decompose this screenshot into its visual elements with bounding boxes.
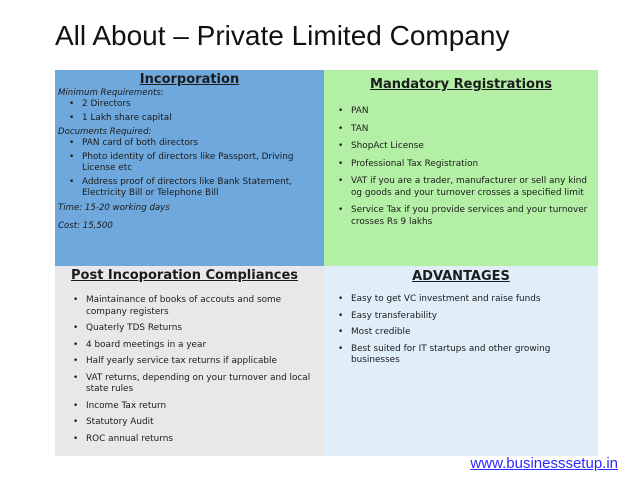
list-item: • PAN card of both directors [82, 138, 324, 150]
list-item: • Photo identity of directors like Passport, Driving License etc [82, 152, 324, 175]
compliances-panel [55, 266, 324, 456]
list-item: • VAT if you are a trader, manufacturer or sell any kind og goods and your turnover crosses a specified limit [351, 176, 598, 199]
list-item: • ShopAct License [351, 141, 598, 153]
list-item: • Half yearly service tax returns if applicable [86, 356, 324, 368]
list-item: • 2 Directors [82, 99, 324, 111]
advantages-panel [324, 266, 598, 456]
list-item: • Maintainance of books of accouts and some company registers [86, 295, 324, 318]
list-item: • Easy transferability [351, 311, 598, 323]
list-item: • TAN [351, 124, 598, 136]
list-item: • Service Tax if you provide services and your turnover crosses Rs 9 lakhs [351, 205, 598, 228]
list-item: • Professional Tax Registration [351, 159, 598, 171]
list-item: • 1 Lakh share capital [82, 113, 324, 125]
list-item: • 4 board meetings in a year [86, 340, 324, 352]
cost-label: Cost: 15,500 [58, 220, 113, 231]
time-label: Time: 15-20 working days [58, 202, 170, 213]
documents-list [82, 138, 324, 200]
compliances-list [86, 295, 324, 445]
incorporation-panel [55, 70, 324, 266]
list-item: • Most credible [351, 327, 598, 339]
min-requirements-list [82, 99, 324, 124]
list-item: • VAT returns, depending on your turnover and local state rules [86, 373, 324, 396]
list-item: • Best suited for IT startups and other growing businesses [351, 344, 598, 367]
documents-required-label: Documents Required: [58, 127, 152, 137]
min-requirements-label: Minimum Requirements: [58, 88, 164, 98]
list-item: • ROC annual returns [86, 434, 324, 446]
list-item: • Easy to get VC investment and raise funds [351, 294, 598, 306]
list-item: • PAN [351, 106, 598, 118]
registrations-panel [324, 70, 598, 266]
advantages-list [351, 294, 598, 367]
compliances-heading: Post Incoporation Compliances [71, 268, 298, 283]
list-item: • Address proof of directors like Bank Statement, Electricity Bill or Telephone Bill [82, 177, 324, 200]
list-item: • Statutory Audit [86, 417, 324, 429]
registrations-heading: Mandatory Registrations [370, 77, 552, 92]
list-item: • Quaterly TDS Returns [86, 323, 324, 335]
website-link[interactable]: www.businesssetup.in [470, 455, 618, 472]
incorporation-heading: Incorporation [139, 72, 240, 87]
registrations-list [351, 106, 598, 228]
list-item: • Income Tax return [86, 401, 324, 413]
page-title: All About – Private Limited Company [55, 20, 510, 51]
advantages-heading: ADVANTAGES [412, 269, 510, 284]
